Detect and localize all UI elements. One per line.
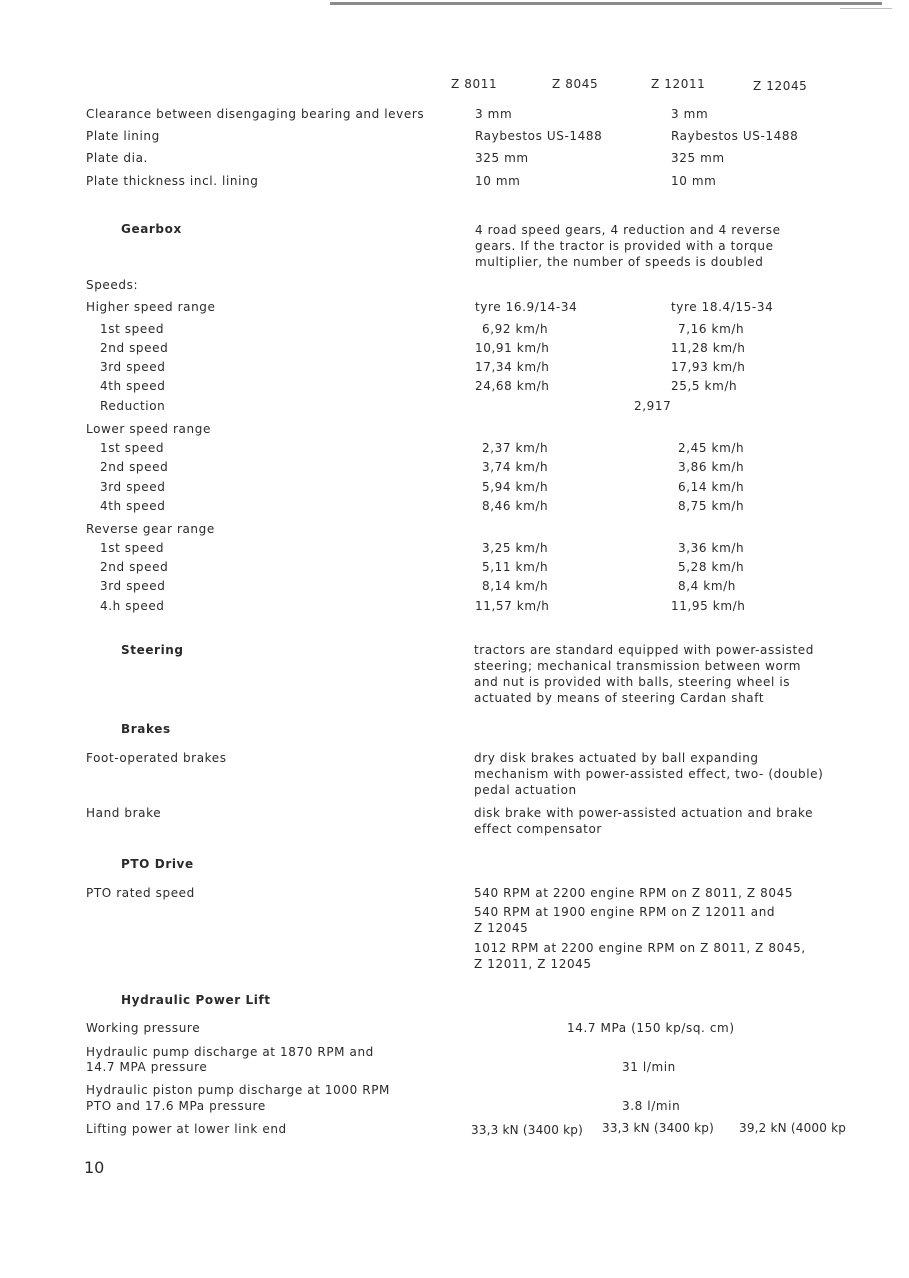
working-pressure-value: 14.7 MPa (150 kp/sq. cm) (567, 1021, 735, 1035)
lower-2nd-speed-value-2: 3,86 km/h (678, 460, 745, 474)
reverse-1st-speed-value-1: 3,25 km/h (482, 541, 549, 555)
hand-brake-text-line-1: disk brake with power-assisted actuation and brake (474, 806, 814, 820)
lifting-power-label: Lifting power at lower link end (86, 1122, 287, 1136)
reverse-4th-speed-value-2: 11,95 km/h (671, 599, 746, 613)
higher-3rd-speed-label: 3rd speed (100, 360, 166, 374)
lower-4th-speed-value-2: 8,75 km/h (678, 499, 745, 513)
clutch-clearance-label: Clearance between disengaging bearing and levers (86, 107, 425, 121)
reverse-4th-speed-value-1: 11,57 km/h (475, 599, 550, 613)
model-header-z8045: Z 8045 (552, 77, 599, 91)
gearbox-text-line-3: multiplier, the number of speeds is doubled (475, 255, 764, 269)
pto-text-line-5: Z 12011, Z 12045 (474, 957, 592, 971)
steering-text-line-3: and nut is provided with balls, steering wheel is (474, 675, 791, 689)
gearbox-text-line-1: 4 road speed gears, 4 reduction and 4 reverse (475, 223, 781, 237)
lifting-power-value-3: 39,2 kN (4000 kp (739, 1121, 847, 1135)
plate-dia-label: Plate dia. (86, 151, 148, 165)
clutch-clearance-value-1: 3 mm (475, 107, 513, 121)
steering-text-line-4: actuated by means of steering Cardan shaft (474, 691, 765, 705)
pto-text-line-1: 540 RPM at 2200 engine RPM on Z 8011, Z 8045 (474, 886, 794, 900)
piston-pump-label-line-2: PTO and 17.6 MPa pressure (86, 1099, 266, 1113)
reduction-label: Reduction (100, 399, 166, 413)
steering-text-line-2: steering; mechanical transmission between worm (474, 659, 802, 673)
reverse-3rd-speed-value-2: 8,4 km/h (678, 579, 736, 593)
page-number: 10 (84, 1158, 105, 1177)
hand-brake-text-line-2: effect compensator (474, 822, 602, 836)
higher-1st-speed-value-2: 7,16 km/h (678, 322, 745, 336)
lower-2nd-speed-label: 2nd speed (100, 460, 169, 474)
lower-1st-speed-value-2: 2,45 km/h (678, 441, 745, 455)
higher-2nd-speed-value-1: 10,91 km/h (475, 341, 550, 355)
reverse-3rd-speed-value-1: 8,14 km/h (482, 579, 549, 593)
lower-4th-speed-value-1: 8,46 km/h (482, 499, 549, 513)
plate-dia-value-2: 325 mm (671, 151, 725, 165)
steering-text-line-1: tractors are standard equipped with power-assisted (474, 643, 814, 657)
foot-brakes-text-line-2: mechanism with power-assisted effect, two- (double) (474, 767, 824, 781)
pump-discharge-label-line-2: 14.7 MPA pressure (86, 1060, 208, 1074)
reduction-value: 2,917 (634, 399, 672, 413)
higher-1st-speed-label: 1st speed (100, 322, 165, 336)
plate-lining-value-2: Raybestos US-1488 (671, 129, 799, 143)
plate-lining-value-1: Raybestos US-1488 (475, 129, 603, 143)
lower-1st-speed-label: 1st speed (100, 441, 165, 455)
lower-3rd-speed-label: 3rd speed (100, 480, 166, 494)
higher-2nd-speed-label: 2nd speed (100, 341, 169, 355)
pto-heading: PTO Drive (121, 857, 194, 871)
steering-heading: Steering (121, 643, 184, 657)
lower-speed-range-label: Lower speed range (86, 422, 211, 436)
model-header-z8011: Z 8011 (451, 77, 498, 91)
lower-3rd-speed-value-1: 5,94 km/h (482, 480, 549, 494)
reverse-1st-speed-value-2: 3,36 km/h (678, 541, 745, 555)
lifting-power-value-2: 33,3 kN (3400 kp) (602, 1121, 714, 1135)
reverse-2nd-speed-value-1: 5,11 km/h (482, 560, 549, 574)
model-header-z12011: Z 12011 (651, 77, 706, 91)
reverse-4th-speed-label: 4.h speed (100, 599, 165, 613)
piston-pump-label-line-1: Hydraulic piston pump discharge at 1000 RPM (86, 1083, 390, 1097)
working-pressure-label: Working pressure (86, 1021, 201, 1035)
higher-4th-speed-value-2: 25,5 km/h (671, 379, 738, 393)
plate-thickness-value-1: 10 mm (475, 174, 521, 188)
higher-1st-speed-value-1: 6,92 km/h (482, 322, 549, 336)
higher-4th-speed-label: 4th speed (100, 379, 166, 393)
pump-discharge-value: 31 l/min (622, 1060, 676, 1074)
higher-3rd-speed-value-1: 17,34 km/h (475, 360, 550, 374)
plate-dia-value-1: 325 mm (475, 151, 529, 165)
higher-3rd-speed-value-2: 17,93 km/h (671, 360, 746, 374)
gearbox-text-line-2: gears. If the tractor is provided with a torque (475, 239, 774, 253)
pto-text-line-4: 1012 RPM at 2200 engine RPM on Z 8011, Z 8045, (474, 941, 806, 955)
tyre-2-label: tyre 18.4/15-34 (671, 300, 774, 314)
lower-2nd-speed-value-1: 3,74 km/h (482, 460, 549, 474)
reverse-gear-range-label: Reverse gear range (86, 522, 215, 536)
foot-brakes-label: Foot-operated brakes (86, 751, 227, 765)
model-header-z12045: Z 12045 (753, 79, 808, 93)
pto-rated-speed-label: PTO rated speed (86, 886, 195, 900)
top-rule-end (840, 8, 892, 9)
plate-lining-label: Plate lining (86, 129, 160, 143)
tyre-1-label: tyre 16.9/14-34 (475, 300, 578, 314)
reverse-1st-speed-label: 1st speed (100, 541, 165, 555)
hand-brake-label: Hand brake (86, 806, 162, 820)
foot-brakes-text-line-3: pedal actuation (474, 783, 577, 797)
clutch-clearance-value-2: 3 mm (671, 107, 709, 121)
pump-discharge-label-line-1: Hydraulic pump discharge at 1870 RPM and (86, 1045, 374, 1059)
lifting-power-value-1: 33,3 kN (3400 kp) (471, 1123, 583, 1137)
reverse-3rd-speed-label: 3rd speed (100, 579, 166, 593)
gearbox-heading: Gearbox (121, 222, 182, 236)
pto-text-line-2: 540 RPM at 1900 engine RPM on Z 12011 and (474, 905, 776, 919)
speeds-label: Speeds: (86, 278, 139, 292)
piston-pump-value: 3.8 l/min (622, 1099, 681, 1113)
higher-speed-range-label: Higher speed range (86, 300, 216, 314)
top-rule (330, 2, 882, 5)
lower-4th-speed-label: 4th speed (100, 499, 166, 513)
foot-brakes-text-line-1: dry disk brakes actuated by ball expanding (474, 751, 759, 765)
plate-thickness-label: Plate thickness incl. lining (86, 174, 259, 188)
reverse-2nd-speed-label: 2nd speed (100, 560, 169, 574)
pto-text-line-3: Z 12045 (474, 921, 529, 935)
higher-4th-speed-value-1: 24,68 km/h (475, 379, 550, 393)
lower-1st-speed-value-1: 2,37 km/h (482, 441, 549, 455)
brakes-heading: Brakes (121, 722, 171, 736)
lower-3rd-speed-value-2: 6,14 km/h (678, 480, 745, 494)
higher-2nd-speed-value-2: 11,28 km/h (671, 341, 746, 355)
plate-thickness-value-2: 10 mm (671, 174, 717, 188)
hydraulic-heading: Hydraulic Power Lift (121, 993, 271, 1007)
reverse-2nd-speed-value-2: 5,28 km/h (678, 560, 745, 574)
